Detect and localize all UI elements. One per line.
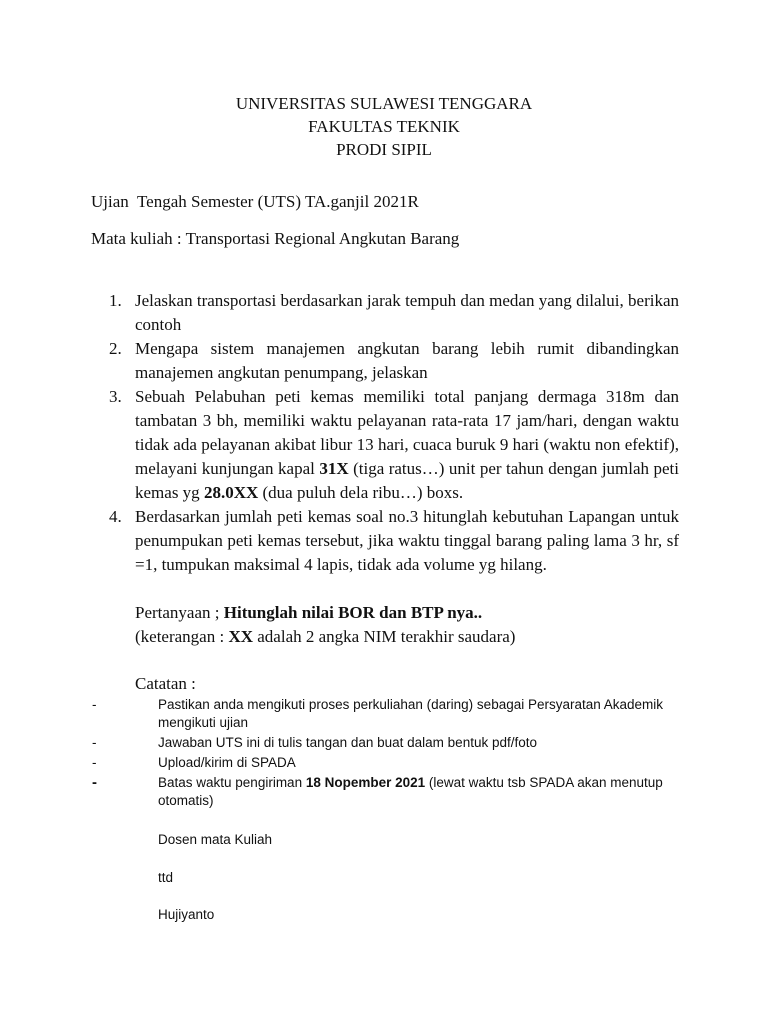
notes-title: Catatan : (135, 674, 196, 693)
question-item (91, 289, 679, 337)
question-number: 3. (109, 387, 122, 406)
question-item (91, 505, 679, 577)
university-name: UNIVERSITAS SULAWESI TENGGARA (235, 94, 533, 113)
question-number: 2. (109, 339, 122, 358)
note-text: Pastikan anda mengikuti proses perkuliahan (daring) sebagai Persyaratan Akademik mengikuti ujian (158, 697, 664, 730)
question-number: 4. (109, 507, 122, 526)
note-item (90, 774, 690, 810)
main-question-note (135, 625, 515, 649)
dash-bullet: - (92, 774, 97, 791)
question-text-part: (dua puluh dela ribu…) boxs. (258, 483, 464, 502)
container-count-value: 28.0XX (203, 483, 259, 502)
note-bold: XX (228, 627, 254, 646)
signature-name: Hujiyanto (158, 907, 215, 922)
main-question-prefix: Pertanyaan ; (135, 603, 224, 622)
question-item (91, 385, 679, 505)
note-text: Upload/kirim di SPADA (158, 755, 296, 770)
dash-bullet: - (92, 735, 97, 750)
main-question-bold: Hitunglah nilai BOR dan BTP nya.. (223, 603, 483, 622)
exam-title: Ujian Tengah Semester (UTS) TA.ganjil 2021R (91, 192, 419, 211)
note-text: Jawaban UTS ini di tulis tangan dan buat dalam bentuk pdf/foto (158, 735, 537, 750)
ship-visits-value: 31X (319, 459, 349, 478)
note-text (158, 775, 663, 808)
deadline-suffix: (lewat waktu tsb SPADA akan menutup otomatis) (158, 775, 663, 808)
question-list (91, 289, 679, 577)
main-question (135, 601, 515, 649)
note-item (90, 754, 690, 772)
dash-bullet: - (92, 697, 97, 712)
signature-mark: ttd (158, 870, 174, 885)
note-item (90, 734, 690, 752)
note-item (90, 696, 690, 732)
course-name: Mata kuliah : Transportasi Regional Angkutan Barang (91, 229, 460, 248)
question-text (135, 387, 679, 502)
main-question-line (135, 601, 515, 625)
question-item (91, 337, 679, 385)
note-open: (keterangan : (135, 627, 229, 646)
document-header (0, 92, 768, 161)
deadline-date: 18 Nopember 2021 (305, 775, 426, 790)
faculty-name: FAKULTAS TEKNIK (308, 117, 460, 136)
notes-list (90, 696, 690, 812)
question-text-part: (tiga ratus…) unit per tahun dengan jumlah peti kemas yg (135, 459, 680, 502)
signature-role: Dosen mata Kuliah (158, 832, 273, 847)
question-number: 1. (109, 291, 122, 310)
program-name: PRODI SIPIL (336, 140, 432, 159)
dash-bullet: - (92, 755, 97, 770)
deadline-prefix: Batas waktu pengiriman (158, 775, 306, 790)
question-text: Jelaskan transportasi berdasarkan jarak tempuh dan medan yang dilalui, berikan contoh (135, 291, 679, 334)
question-text: Berdasarkan jumlah peti kemas soal no.3 hitunglah kebutuhan Lapangan untuk penumpukan peti kemas tersebut, jika waktu tinggal barang paling lama 3 hr, sf =1, tumpukan maksimal 4 lapis, tidak ada volume yg hilang. (135, 507, 679, 574)
question-text: Mengapa sistem manajemen angkutan barang lebih rumit dibandingkan manajemen angkutan penumpang, jelaskan (135, 339, 679, 382)
note-rest: adalah 2 angka NIM terakhir saudara) (253, 627, 516, 646)
question-text-part: Sebuah Pelabuhan peti kemas memiliki total panjang dermaga 318m dan tambatan 3 bh, memiliki waktu pelayanan rata-rata 17 jam/hari, dengan waktu tidak ada pelayanan akibat libur 13 hari, cuaca buruk 9 hari (waktu non efektif), melayani kunjungan kapal (135, 387, 679, 478)
